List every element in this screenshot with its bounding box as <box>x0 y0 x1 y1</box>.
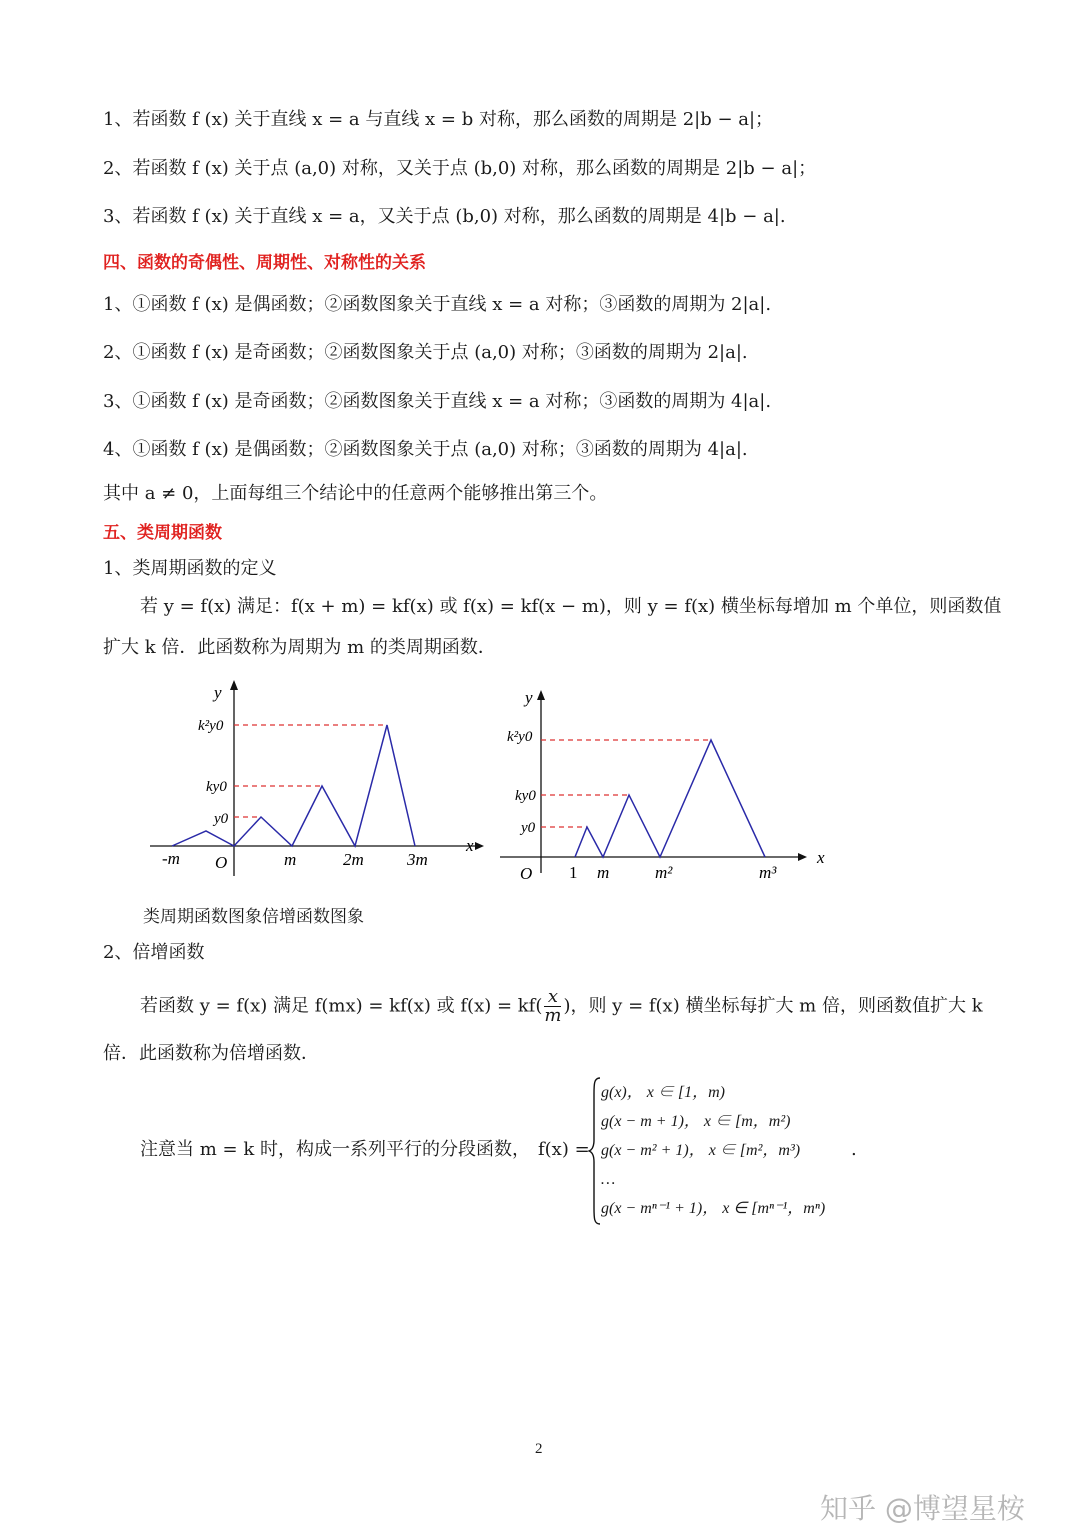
piecewise-period: . <box>851 1139 857 1160</box>
doubling-text-pre: 若函数 y = f(x) 满足 f(mx) = kf(x) 或 f(x) = kf( <box>140 995 543 1017</box>
text-line-3: 3、若函数 f (x) 关于直线 x = a，又关于点 (b,0) 对称，那么函数的周期是 4|b − a|. <box>103 206 786 227</box>
page-number: 2 <box>535 1441 543 1457</box>
quasi-periodic-graph <box>150 676 490 886</box>
note-line: 其中 a ≠ 0，上面每组三个结论中的任意两个能够推出第三个。 <box>103 483 608 504</box>
section-heading-4: 四、函数的奇偶性、周期性、对称性的关系 <box>103 253 426 273</box>
text-line-q4: 4、①函数 f (x) 是偶函数；②函数图象关于点 (a,0) 对称；③函数的周期为 4|a|. <box>103 439 748 460</box>
case-2: g(x − m + 1)， x ∈ [m，m²) <box>601 1113 791 1130</box>
definition-text-2: 扩大 k 倍．此函数称为周期为 m 的类周期函数． <box>103 637 496 658</box>
y-label-y0: y0 <box>521 820 536 836</box>
x-label-m: m <box>597 863 610 882</box>
definition-title: 1、类周期函数的定义 <box>103 558 277 579</box>
fraction-denominator: m <box>544 1005 562 1026</box>
y-label-ky0: ky0 <box>206 779 227 795</box>
doubling-title: 2、倍增函数 <box>103 942 205 963</box>
fraction-numerator: x <box>544 988 561 1007</box>
piecewise-brace <box>588 1076 602 1226</box>
case-4: … <box>601 1171 616 1188</box>
doubling-text-2: 倍．此函数称为倍增函数． <box>103 1043 319 1064</box>
y-axis-label: y <box>214 683 222 702</box>
watermark: 知乎 @博望星桉 <box>820 1492 1025 1525</box>
text-line-2: 2、若函数 f (x) 关于点 (a,0) 对称，又关于点 (b,0) 对称，那么函数的周期是 2|b − a|； <box>103 158 817 179</box>
text-line-q3: 3、①函数 f (x) 是奇函数；②函数图象关于直线 x = a 对称；③函数的周期为 4|a|. <box>103 391 772 412</box>
y-label-y0: y0 <box>214 811 229 827</box>
note-piecewise: 注意当 m = k 时，构成一系列平行的分段函数， <box>140 1139 530 1160</box>
y-label-ky0: ky0 <box>515 788 536 804</box>
x-axis-label: x <box>466 836 474 855</box>
x-label-m3: m³ <box>759 863 777 882</box>
x-label-m2: m² <box>655 863 673 882</box>
text-line-1: 1、若函数 f (x) 关于直线 x = a 与直线 x = b 对称，那么函数的周期是 2|b − a|； <box>103 109 774 130</box>
x-label-3m: 3m <box>407 850 428 869</box>
section-heading-5: 五、类周期函数 <box>103 523 222 543</box>
piecewise-cases <box>601 1078 825 1223</box>
text-line-q2: 2、①函数 f (x) 是奇函数；②函数图象关于点 (a,0) 对称；③函数的周期为 2|a|. <box>103 342 748 363</box>
case-3: g(x − m² + 1)， x ∈ [m²，m³) <box>601 1142 801 1159</box>
case-5: g(x − mⁿ⁻¹ + 1)， x ∈ [mⁿ⁻¹，mⁿ) <box>601 1200 826 1217</box>
y-axis-label: y <box>525 688 533 707</box>
definition-text-1: 若 y = f(x) 满足：f(x + m) = kf(x) 或 f(x) = kf(x − m)，则 y = f(x) 横坐标每增加 m 个单位，则函数值 <box>140 596 1002 617</box>
doubling-text-post: )，则 y = f(x) 横坐标每扩大 m 倍，则函数值扩大 k <box>563 995 983 1017</box>
x-label-m: m <box>284 850 297 869</box>
doubling-function-graph <box>495 683 835 893</box>
text-line-q1: 1、①函数 f (x) 是偶函数；②函数图象关于直线 x = a 对称；③函数的周期为 2|a|. <box>103 294 772 315</box>
x-label-origin: O <box>520 864 533 883</box>
fraction <box>544 988 561 1025</box>
piecewise-lhs: f(x) = <box>538 1139 590 1160</box>
doubling-text-1 <box>140 988 983 1025</box>
figure-caption: 类周期函数图象倍增函数图象 <box>143 907 364 927</box>
x-label-neg-m: -m <box>162 849 180 868</box>
y-label-k2y0: k²y0 <box>198 718 224 734</box>
y-label-k2y0: k²y0 <box>507 729 533 745</box>
x-label-origin: O <box>215 853 228 872</box>
x-label-2m: 2m <box>343 850 364 869</box>
case-1: g(x)， x ∈ [1，m) <box>601 1084 725 1101</box>
x-label-1: 1 <box>569 863 578 882</box>
x-axis-label: x <box>817 848 825 867</box>
